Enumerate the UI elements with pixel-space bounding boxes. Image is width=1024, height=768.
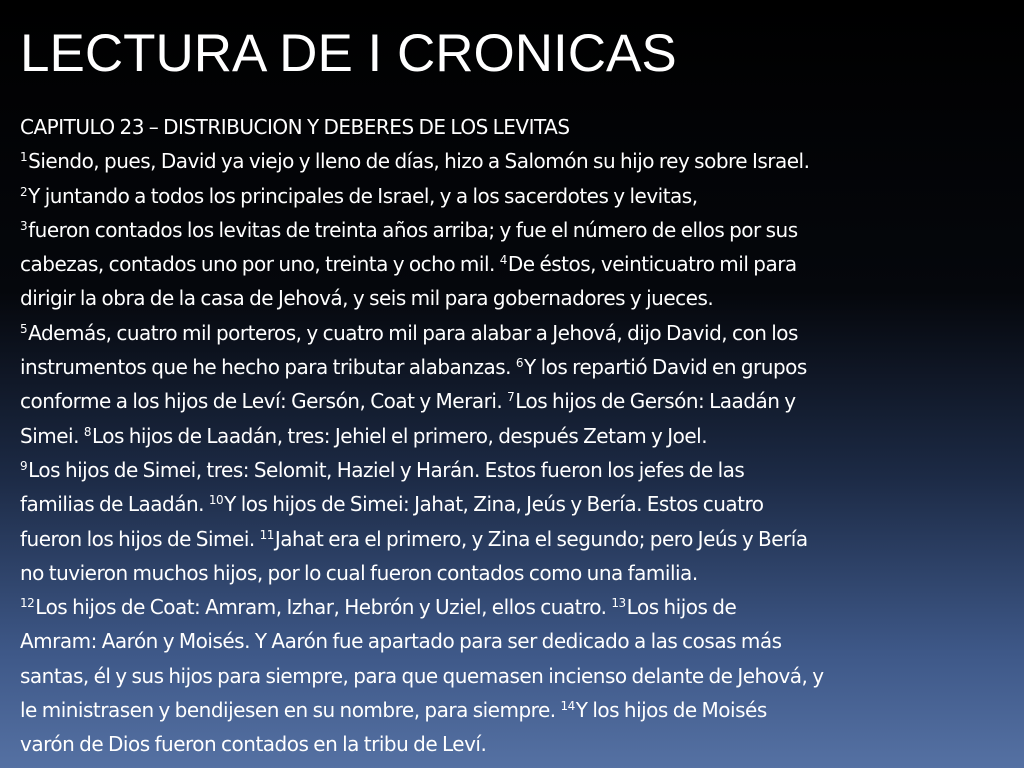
verse-number: 11 bbox=[259, 527, 274, 542]
text-line bbox=[20, 179, 1010, 213]
verse-text: dirigir la obra de la casa de Jehová, y seis mil para gobernadores y jueces. bbox=[20, 286, 714, 311]
slide-body-text bbox=[20, 110, 1010, 762]
verse-text: conforme a los hijos de Leví: Gersón, Coat y Merari. bbox=[20, 389, 508, 414]
text-line bbox=[20, 384, 1010, 418]
verse-text: De éstos, veinticuatro mil para bbox=[507, 252, 797, 277]
text-line bbox=[20, 487, 1010, 521]
text-line bbox=[20, 247, 1010, 281]
verse-text: Amram: Aarón y Moisés. Y Aarón fue apartado para ser dedicado a las cosas más bbox=[20, 629, 782, 654]
verse-text: Los hijos de Coat: Amram, Izhar, Hebrón y Uziel, ellos cuatro. bbox=[35, 595, 612, 620]
chapter-heading: CAPITULO 23 – DISTRIBUCION Y DEBERES DE LOS LEVITAS bbox=[20, 115, 570, 139]
verse-text: no tuvieron muchos hijos, por lo cual fueron contados como una familia. bbox=[20, 560, 698, 585]
verse-number: 7 bbox=[507, 390, 515, 405]
text-line bbox=[20, 590, 1010, 624]
verse-text: Y los repartió David en grupos bbox=[524, 355, 807, 380]
verse-text: Y los hijos de Moisés bbox=[575, 698, 767, 723]
verse-text: varón de Dios fueron contados en la tribu de Leví. bbox=[20, 732, 487, 757]
verse-text: Los hijos de bbox=[626, 595, 737, 620]
text-line bbox=[20, 556, 1010, 590]
verse-text: santas, él y sus hijos para siempre, para que quemasen incienso delante de Jehová, y bbox=[20, 663, 824, 688]
verse-text: Siendo, pues, David ya viejo y lleno de días, hizo a Salomón su hijo rey sobre Israel. bbox=[28, 149, 810, 174]
text-line bbox=[20, 316, 1010, 350]
verse-number: 6 bbox=[515, 356, 524, 371]
text-line bbox=[20, 659, 1010, 693]
verse-text: fueron los hijos de Simei. bbox=[20, 526, 260, 551]
verse-number: 12 bbox=[20, 596, 35, 611]
text-line bbox=[20, 693, 1010, 727]
text-line bbox=[20, 522, 1010, 556]
verse-text: Y los hijos de Simei: Jahat, Zina, Jeús y Bería. Estos cuatro bbox=[224, 492, 764, 517]
verse-text: fueron contados los levitas de treinta años arriba; y fue el número de ellos por sus bbox=[28, 217, 798, 242]
verse-text: le ministrasen y bendijesen en su nombre, para siempre. bbox=[20, 698, 561, 723]
text-line bbox=[20, 281, 1010, 315]
verse-number: 13 bbox=[611, 596, 626, 611]
verse-text: Los hijos de Gersón: Laadán y bbox=[515, 389, 796, 414]
text-line bbox=[20, 453, 1010, 487]
verse-text: instrumentos que he hecho para tributar alabanzas. bbox=[20, 355, 516, 380]
verse-text: Además, cuatro mil porteros, y cuatro mil para alabar a Jehová, dijo David, con los bbox=[28, 320, 798, 345]
verse-text: Simei. bbox=[20, 423, 84, 448]
verse-text: Y juntando a todos los principales de Israel, y a los sacerdotes y levitas, bbox=[28, 183, 698, 208]
verse-text: Los hijos de Laadán, tres: Jehiel el primero, después Zetam y Joel. bbox=[91, 423, 708, 448]
text-line bbox=[20, 213, 1010, 247]
verse-text: Jahat era el primero, y Zina el segundo; pero Jeús y Bería bbox=[274, 526, 808, 551]
verse-text: Los hijos de Simei, tres: Selomit, Haziel y Harán. Estos fueron los jefes de las bbox=[28, 457, 745, 482]
verse-number: 4 bbox=[499, 253, 507, 268]
verse-number: 2 bbox=[20, 184, 28, 199]
verse-number: 5 bbox=[20, 321, 28, 336]
text-line bbox=[20, 144, 1010, 178]
verse-number: 8 bbox=[83, 424, 91, 439]
verse-number: 14 bbox=[560, 699, 575, 714]
verse-number: 10 bbox=[208, 493, 224, 508]
text-line bbox=[20, 624, 1010, 658]
verse-text: cabezas, contados uno por uno, treinta y ocho mil. bbox=[20, 252, 500, 277]
slide-title: LECTURA DE I CRONICAS bbox=[20, 24, 677, 83]
text-line bbox=[20, 350, 1010, 384]
verse-number: 3 bbox=[20, 218, 28, 233]
verse-number: 1 bbox=[20, 150, 28, 165]
text-line bbox=[20, 727, 1010, 761]
text-line bbox=[20, 419, 1010, 453]
verse-number: 9 bbox=[20, 458, 28, 473]
verse-text: familias de Laadán. bbox=[20, 492, 209, 517]
